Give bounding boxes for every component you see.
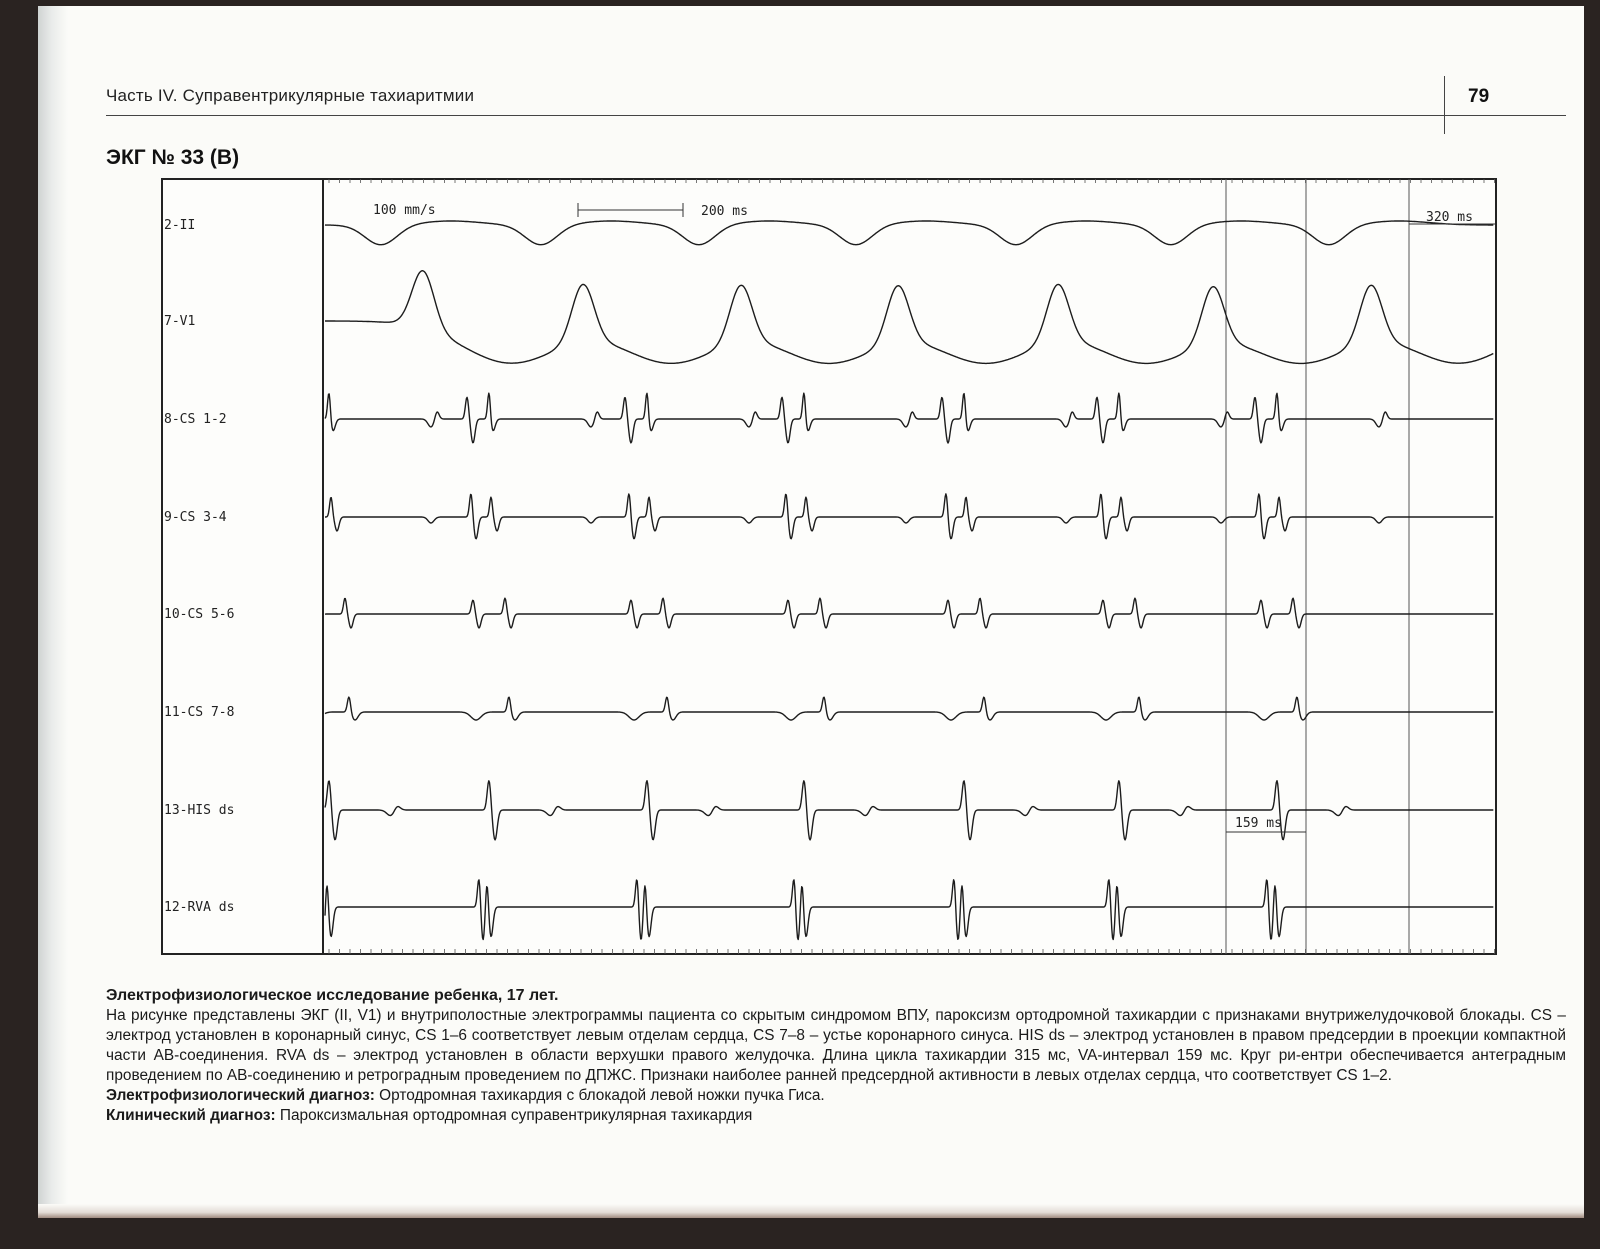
page-gutter-shadow (38, 6, 68, 1218)
header-rule (106, 115, 1566, 116)
va-interval-label: 159 ms (1235, 816, 1282, 831)
scale-label: 200 ms (701, 204, 748, 219)
lead-label: 12-RVA ds (164, 900, 235, 915)
lead-label: 10-CS 5-6 (164, 607, 235, 622)
clinical-diagnosis-line (106, 1106, 1566, 1126)
ecg-tracing (161, 178, 1497, 955)
running-head: Часть IV. Суправентрикулярные тахиаритмии (106, 86, 475, 105)
lead-label: 13-HIS ds (164, 803, 235, 818)
tracing-frame (162, 179, 1496, 954)
figure-caption (106, 986, 1566, 1126)
lead-label: 2-II (164, 218, 196, 233)
lead-label: 7-V1 (164, 314, 196, 329)
speed-label: 100 mm/s (373, 203, 436, 218)
cycle-length-label: 320 ms (1426, 210, 1473, 225)
header-vertical-rule (1444, 76, 1445, 134)
lead-label: 11-CS 7-8 (164, 705, 235, 720)
speed-annotation (373, 203, 436, 218)
ep-diagnosis-text: Ортодромная тахикардия с блокадой левой ножки пучка Гиса. (374, 1087, 825, 1104)
ep-diagnosis-line (106, 1086, 1566, 1106)
clinical-diagnosis-label: Клинический диагноз: (106, 1107, 276, 1124)
page-bottom-edge (38, 1204, 1584, 1218)
clinical-diagnosis-text: Пароксизмальная ортодромная суправентрикулярная тахикардия (275, 1107, 753, 1124)
book-page (38, 6, 1584, 1218)
lead-label: 9-CS 3-4 (164, 510, 227, 525)
caption-heading: Электрофизиологическое исследование ребенка, 17 лет. (106, 987, 559, 1004)
lead-label: 8-CS 1-2 (164, 412, 227, 427)
caption-body: На рисунке представлены ЭКГ (II, V1) и внутриполостные электрограммы пациента со скрытым синдромом ВПУ, пароксизм ортодромной тахикардии с признаками внутрижелудочковой блокады. CS – электрод установлен в коронарный синус, CS 1–6 соответствует левым отделам сердца, CS 7–8 – устье коронарного синуса. HIS ds – электрод установлен в правом предсердии в проекции компактной части АВ-соединения. RVA ds – электрод установлен в области верхушки правого желудочка. Длина цикла тахикардии 315 мс, VA-интервал 159 мс. Круг ри-ентри обеспечивается антеградным проведением по АВ-соединению и ретроградным проведением по ДПЖС. Признаки наиболее ранней предсердной активности в левых отделах сердца, что соответствует CS 1–2. (106, 1007, 1566, 1084)
ecg-title: ЭКГ № 33 (В) (106, 146, 240, 169)
page-number: 79 (1468, 86, 1490, 107)
ep-diagnosis-label: Электрофизиологический диагноз: (106, 1087, 375, 1104)
